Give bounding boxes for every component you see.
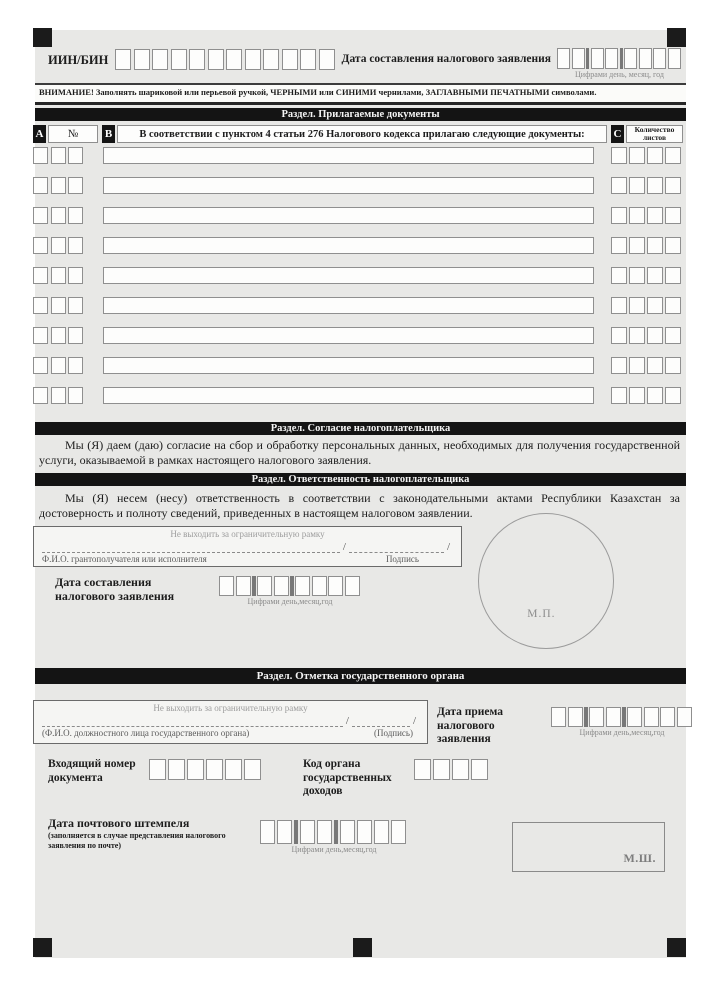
form-sheet — [35, 30, 686, 958]
entry-cell[interactable] — [629, 237, 645, 254]
slash-separator: / — [345, 715, 349, 727]
entry-cell[interactable] — [629, 267, 645, 284]
entry-cell[interactable] — [627, 707, 642, 727]
entry-cell[interactable] — [33, 147, 48, 164]
entry-cell[interactable] — [206, 759, 223, 780]
document-number-input[interactable] — [33, 267, 86, 284]
entry-cell[interactable] — [647, 177, 663, 194]
sheet-count-input[interactable] — [611, 177, 683, 194]
entry-cell[interactable] — [51, 237, 66, 254]
entry-cell[interactable] — [452, 759, 469, 780]
column-a-letter: A — [33, 125, 46, 143]
entry-cell[interactable] — [134, 49, 150, 70]
entry-cell[interactable] — [665, 267, 681, 284]
entry-cell[interactable] — [665, 207, 681, 224]
slash-separator: / — [342, 541, 346, 553]
incoming-and-orgcode-row — [48, 758, 490, 799]
document-number-input[interactable] — [33, 327, 86, 344]
taxpayer-date-caption: Цифрами день,месяц,год — [247, 597, 333, 606]
entry-cell[interactable] — [414, 759, 431, 780]
entry-cell[interactable] — [51, 267, 66, 284]
entry-cell[interactable] — [605, 48, 618, 69]
entry-cell[interactable] — [68, 237, 83, 254]
column-a-header: № — [48, 125, 98, 143]
consent-text: Мы (Я) даем (даю) согласие на сбор и обработку персональных данных, необходимых для получения государственной услуги, оказываемой в рамках настоящего налогового заявления. — [39, 438, 680, 467]
entry-cell[interactable] — [51, 357, 66, 374]
post-date-input[interactable] — [260, 820, 408, 844]
date-group-divider — [586, 48, 589, 69]
entry-cell[interactable] — [68, 297, 83, 314]
document-row — [33, 207, 683, 224]
document-name-input[interactable] — [103, 327, 595, 344]
entry-cell[interactable] — [33, 237, 48, 254]
entry-cell[interactable] — [589, 707, 604, 727]
entry-cell[interactable] — [647, 327, 663, 344]
section-title-state-mark: Раздел. Отметка государственного органа — [35, 668, 686, 684]
document-number-input[interactable] — [33, 147, 86, 164]
document-number-input[interactable] — [33, 207, 86, 224]
document-name-input[interactable] — [103, 357, 595, 374]
entry-cell[interactable] — [51, 147, 66, 164]
column-b-header: В соответствии с пунктом 4 статьи 276 Налогового кодекса прилагаю следующие документы: — [117, 125, 607, 143]
entry-cell[interactable] — [51, 207, 66, 224]
org-code-input[interactable] — [414, 759, 490, 780]
entry-cell[interactable] — [471, 759, 488, 780]
entry-cell[interactable] — [115, 49, 131, 70]
sheet-count-input[interactable] — [611, 297, 683, 314]
entry-cell[interactable] — [433, 759, 450, 780]
entry-cell[interactable] — [189, 49, 205, 70]
document-name-input[interactable] — [103, 267, 595, 284]
frame-note: Не выходить за ограничительную рамку — [170, 529, 325, 539]
official-fio-label: (Ф.И.О. должностного лица государственного органа) — [42, 728, 250, 738]
document-row — [33, 387, 683, 404]
official-sign-line[interactable] — [352, 715, 410, 727]
registration-mark-top-right — [667, 28, 686, 47]
entry-cell[interactable] — [572, 48, 585, 69]
org-code-label: Код органа государственных доходов — [303, 758, 392, 798]
document-name-input[interactable] — [103, 147, 595, 164]
entry-cell[interactable] — [345, 576, 360, 596]
entry-cell[interactable] — [328, 576, 343, 596]
receive-date-caption: Цифрами день,месяц,год — [579, 728, 665, 737]
responsibility-text: Мы (Я) несем (несу) ответственность в соответствии с законодательными актами Республики Казахстан за достоверность и полноту сведений, приведенных в настоящем налоговом заявлении. — [39, 491, 680, 520]
entry-cell[interactable] — [51, 177, 66, 194]
date-group-divider — [252, 576, 256, 596]
entry-cell[interactable] — [319, 49, 335, 70]
entry-cell[interactable] — [629, 327, 645, 344]
form-date-label: Дата составления налогового заявления — [341, 53, 551, 65]
taxpayer-fio-label: Ф.И.О. грантополучателя или исполнителя — [42, 554, 207, 564]
date-group-divider — [290, 576, 294, 596]
entry-cell[interactable] — [208, 49, 224, 70]
entry-cell[interactable] — [606, 707, 621, 727]
official-name-line[interactable] — [42, 715, 343, 727]
entry-cell[interactable] — [611, 357, 627, 374]
entry-cell[interactable] — [568, 707, 583, 727]
entry-cell[interactable] — [152, 49, 168, 70]
document-row — [33, 237, 683, 254]
document-row — [33, 267, 683, 284]
entry-cell[interactable] — [611, 147, 627, 164]
documents-table-header — [33, 125, 683, 143]
sheet-count-input[interactable] — [611, 327, 683, 344]
document-number-input[interactable] — [33, 237, 86, 254]
entry-cell[interactable] — [300, 49, 316, 70]
official-signature-labels — [42, 728, 419, 738]
entry-cell[interactable] — [68, 327, 83, 344]
entry-cell[interactable] — [51, 387, 66, 404]
entry-cell[interactable] — [665, 357, 681, 374]
stamp-place-label: М.Ш. — [623, 851, 656, 865]
entry-cell[interactable] — [68, 387, 83, 404]
document-name-input[interactable] — [103, 177, 595, 194]
document-row — [33, 327, 683, 344]
document-name-input[interactable] — [103, 297, 595, 314]
post-date-caption: Цифрами день,месяц,год — [291, 845, 377, 854]
document-name-input[interactable] — [103, 387, 595, 404]
post-date-label: Дата почтового штемпеля — [48, 816, 190, 830]
taxpayer-date-label: Дата составления налогового заявления — [55, 575, 175, 604]
entry-cell[interactable] — [340, 820, 355, 844]
entry-cell[interactable] — [33, 387, 48, 404]
incoming-number-input[interactable] — [149, 759, 263, 780]
entry-cell[interactable] — [33, 267, 48, 284]
entry-cell[interactable] — [665, 237, 681, 254]
entry-cell[interactable] — [51, 297, 66, 314]
receive-date-label: Дата приема налогового заявления — [437, 706, 504, 746]
entry-cell[interactable] — [357, 820, 372, 844]
post-date-labels — [48, 816, 236, 850]
slash-separator: / — [446, 541, 450, 553]
section-title-responsibility: Раздел. Ответственность налогоплательщика — [35, 473, 686, 486]
entry-cell[interactable] — [33, 207, 48, 224]
entry-cell[interactable] — [244, 759, 261, 780]
taxpayer-sign-line[interactable] — [349, 541, 444, 553]
entry-cell[interactable] — [300, 820, 315, 844]
entry-cell[interactable] — [647, 237, 663, 254]
entry-cell[interactable] — [629, 387, 645, 404]
slash-separator: / — [412, 715, 416, 727]
entry-cell[interactable] — [68, 147, 83, 164]
entry-cell[interactable] — [647, 297, 663, 314]
entry-cell[interactable] — [647, 147, 663, 164]
date-group-divider — [334, 820, 338, 844]
official-signature-frame — [33, 700, 428, 744]
document-row — [33, 357, 683, 374]
entry-cell[interactable] — [611, 237, 627, 254]
entry-cell[interactable] — [665, 297, 681, 314]
iin-bin-input[interactable] — [115, 49, 337, 70]
date-group-divider — [584, 707, 588, 727]
entry-cell[interactable] — [647, 357, 663, 374]
incoming-number-label: Входящий номер документа — [48, 758, 136, 784]
entry-cell[interactable] — [665, 387, 681, 404]
entry-cell[interactable] — [277, 820, 292, 844]
column-b-letter: B — [102, 125, 115, 143]
document-row — [33, 177, 683, 194]
form-date-block — [557, 48, 682, 79]
frame-note: Не выходить за ограничительную рамку — [153, 703, 308, 713]
entry-cell[interactable] — [33, 327, 48, 344]
document-row — [33, 297, 683, 314]
header-row — [48, 48, 682, 79]
entry-cell[interactable] — [391, 820, 406, 844]
entry-cell[interactable] — [629, 147, 645, 164]
taxpayer-name-line[interactable] — [42, 541, 340, 553]
form-date-caption: Цифрами день, месяц, год — [575, 70, 664, 79]
taxpayer-signature-labels — [42, 554, 453, 564]
registration-mark-top-left — [33, 28, 52, 47]
entry-cell[interactable] — [274, 576, 289, 596]
attention-strip: ВНИМАНИЕ! Заполнять шариковой или перьевой ручкой, ЧЕРНЫМИ или СИНИМИ чернилами, ЗАГЛАВНЫМИ ПЕЧАТНЫМИ символами. — [35, 83, 686, 105]
post-date-note: (заполняется в случае представления налогового заявления по почте) — [48, 831, 226, 850]
document-number-input[interactable] — [33, 297, 86, 314]
entry-cell[interactable] — [557, 48, 570, 69]
entry-cell[interactable] — [33, 297, 48, 314]
entry-cell[interactable] — [611, 297, 627, 314]
column-c-header: Количество листов — [626, 125, 683, 143]
column-c-letter: C — [611, 125, 624, 143]
entry-cell[interactable] — [647, 387, 663, 404]
entry-cell[interactable] — [644, 707, 659, 727]
receive-date-row — [437, 706, 693, 747]
date-group-divider — [620, 48, 623, 69]
entry-cell[interactable] — [219, 576, 234, 596]
entry-cell[interactable] — [665, 177, 681, 194]
post-stamp-date-row — [48, 816, 408, 854]
entry-cell[interactable] — [295, 576, 310, 596]
entry-cell[interactable] — [260, 820, 275, 844]
date-group-divider — [622, 707, 626, 727]
taxpayer-date-row — [55, 575, 361, 606]
seal-place-label: М.П. — [527, 607, 556, 620]
receive-date-input[interactable] — [551, 707, 693, 727]
section-title-consent: Раздел. Согласие налогоплательщика — [35, 422, 686, 435]
document-number-input[interactable] — [33, 357, 86, 374]
document-name-input[interactable] — [103, 207, 595, 224]
entry-cell[interactable] — [653, 48, 666, 69]
sheet-count-input[interactable] — [611, 267, 683, 284]
taxpayer-date-block — [219, 576, 361, 606]
entry-cell[interactable] — [611, 387, 627, 404]
entry-cell[interactable] — [282, 49, 298, 70]
entry-cell[interactable] — [33, 177, 48, 194]
registration-mark-bottom-right — [667, 938, 686, 957]
entry-cell[interactable] — [629, 177, 645, 194]
entry-cell[interactable] — [257, 576, 272, 596]
entry-cell[interactable] — [668, 48, 681, 69]
section-title-documents: Раздел. Прилагаемые документы — [35, 108, 686, 121]
entry-cell[interactable] — [665, 147, 681, 164]
seal-place-circle — [478, 513, 614, 649]
entry-cell[interactable] — [647, 267, 663, 284]
entry-cell[interactable] — [236, 576, 251, 596]
sheet-count-input[interactable] — [611, 147, 683, 164]
entry-cell[interactable] — [639, 48, 652, 69]
documents-table-rows — [33, 147, 683, 417]
receive-date-block — [551, 707, 693, 737]
taxpayer-signature-lines — [42, 541, 453, 553]
entry-cell[interactable] — [629, 207, 645, 224]
entry-cell[interactable] — [611, 327, 627, 344]
taxpayer-sign-label: Подпись — [385, 554, 419, 564]
entry-cell[interactable] — [611, 267, 627, 284]
official-signature-lines — [42, 715, 419, 727]
registration-mark-bottom-center — [353, 938, 372, 957]
entry-cell[interactable] — [629, 297, 645, 314]
entry-cell[interactable] — [660, 707, 675, 727]
iin-bin-label: ИИН/БИН — [48, 53, 109, 67]
post-date-block — [260, 820, 408, 854]
entry-cell[interactable] — [677, 707, 692, 727]
document-name-input[interactable] — [103, 237, 595, 254]
document-number-input[interactable] — [33, 177, 86, 194]
entry-cell[interactable] — [611, 177, 627, 194]
entry-cell[interactable] — [225, 759, 242, 780]
registration-mark-bottom-left — [33, 938, 52, 957]
sheet-count-input[interactable] — [611, 387, 683, 404]
entry-cell[interactable] — [374, 820, 389, 844]
entry-cell[interactable] — [263, 49, 279, 70]
entry-cell[interactable] — [168, 759, 185, 780]
document-row — [33, 147, 683, 164]
entry-cell[interactable] — [665, 327, 681, 344]
entry-cell[interactable] — [187, 759, 204, 780]
entry-cell[interactable] — [245, 49, 261, 70]
entry-cell[interactable] — [33, 357, 48, 374]
entry-cell[interactable] — [226, 49, 242, 70]
entry-cell[interactable] — [624, 48, 637, 69]
entry-cell[interactable] — [591, 48, 604, 69]
entry-cell[interactable] — [312, 576, 327, 596]
entry-cell[interactable] — [551, 707, 566, 727]
sheet-count-input[interactable] — [611, 207, 683, 224]
entry-cell[interactable] — [149, 759, 166, 780]
form-date-input[interactable] — [557, 48, 682, 69]
entry-cell[interactable] — [629, 357, 645, 374]
entry-cell[interactable] — [68, 267, 83, 284]
entry-cell[interactable] — [51, 327, 66, 344]
entry-cell[interactable] — [68, 207, 83, 224]
document-number-input[interactable] — [33, 387, 86, 404]
date-group-divider — [294, 820, 298, 844]
entry-cell[interactable] — [68, 357, 83, 374]
stamp-place-box — [512, 822, 665, 872]
entry-cell[interactable] — [647, 207, 663, 224]
taxpayer-date-input[interactable] — [219, 576, 361, 596]
entry-cell[interactable] — [68, 177, 83, 194]
entry-cell[interactable] — [317, 820, 332, 844]
sheet-count-input[interactable] — [611, 357, 683, 374]
entry-cell[interactable] — [611, 207, 627, 224]
taxpayer-signature-frame — [33, 526, 462, 567]
entry-cell[interactable] — [171, 49, 187, 70]
sheet-count-input[interactable] — [611, 237, 683, 254]
official-sign-label: (Подпись) — [373, 728, 413, 738]
